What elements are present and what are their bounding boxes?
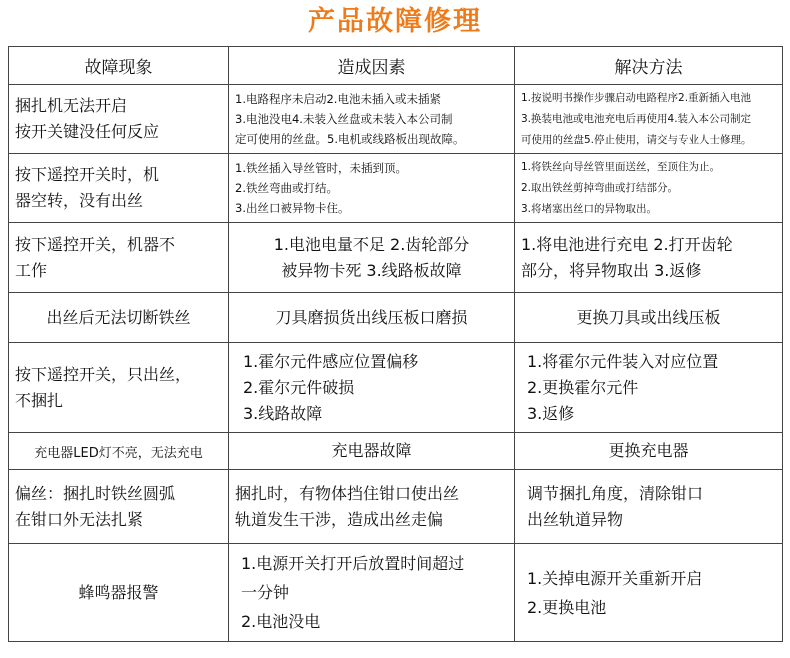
solution-line: 1.关掉电源开关重新开启 (527, 568, 703, 588)
solution-cell (515, 154, 783, 223)
solution-cell (515, 293, 783, 343)
solution-line: 更换刀具或出线压板 (576, 307, 721, 327)
cause-cell (229, 223, 515, 293)
solution-cell (515, 223, 783, 293)
cause-line: 1.电源开关打开后放置时间超过 (241, 554, 465, 573)
table-row (9, 293, 783, 343)
solution-line: 可使用的丝盘5.停止使用，请交与专业人士修理。 (521, 133, 752, 146)
cause-cell (229, 293, 515, 343)
header-cause: 造成因素 (229, 47, 515, 85)
cause-line: 刀具磨损货出线压板口磨损 (275, 307, 468, 327)
cause-line: 2.铁丝弯曲或打结。 (235, 181, 338, 195)
cause-line: 2.霍尔元件破损 (243, 377, 355, 397)
fault-repair-table (8, 46, 783, 642)
cause-line: 1.铁丝插入导丝管时，未插到顶。 (235, 161, 407, 175)
cause-line: 被异物卡死 3.线路板故障 (281, 260, 462, 280)
symptom-line: 不捆扎 (15, 390, 64, 410)
solution-cell (515, 85, 783, 154)
cause-cell (229, 544, 515, 642)
cause-line: 1.电池电量不足 2.齿轮部分 (273, 234, 470, 254)
symptom-cell (9, 85, 229, 154)
table-row (9, 154, 783, 223)
cause-line: 定可使用的丝盘。5.电机或线路板出现故障。 (235, 132, 465, 146)
cause-cell (229, 154, 515, 223)
symptom-line: 按开关键没任何反应 (15, 122, 160, 141)
cause-line: 充电器故障 (331, 441, 412, 460)
symptom-line: 捆扎机无法开启 (15, 96, 128, 115)
symptom-line: 器空转，没有出丝 (15, 191, 144, 210)
cause-line: 1.霍尔元件感应位置偏移 (243, 351, 419, 371)
solution-cell (515, 433, 783, 470)
symptom-cell (9, 470, 229, 544)
table-row (9, 85, 783, 154)
symptom-line: 蜂鸣器报警 (78, 582, 159, 602)
symptom-cell (9, 343, 229, 433)
cause-line: 3.出丝口被异物卡住。 (235, 201, 350, 215)
symptom-line: 按下遥控开关时，机 (15, 165, 160, 184)
solution-line: 3.将堵塞出丝口的异物取出。 (521, 202, 658, 215)
solution-line: 部分，将异物取出 3.返修 (521, 260, 702, 280)
cause-cell (229, 343, 515, 433)
solution-line: 1.将电池进行充电 2.打开齿轮 (521, 234, 733, 254)
cause-line: 1.电路程序未启动2.电池未插入或未插紧 (235, 92, 441, 106)
cause-line: 捆扎时，有物体挡住钳口使出丝 (235, 483, 460, 503)
symptom-line: 出丝后无法切断铁丝 (46, 307, 191, 327)
cause-line: 一分钟 (241, 583, 290, 602)
symptom-line: 偏丝：捆扎时铁丝圆弧 (15, 483, 176, 503)
solution-line: 2.更换霍尔元件 (527, 377, 639, 397)
solution-line: 3.返修 (527, 403, 575, 423)
symptom-cell (9, 223, 229, 293)
table-row (9, 470, 783, 544)
symptom-cell (9, 433, 229, 470)
symptom-cell (9, 544, 229, 642)
cause-line: 3.线路故障 (243, 403, 323, 423)
solution-line: 出丝轨道异物 (527, 509, 624, 529)
table-row (9, 544, 783, 642)
page-title: 产品故障修理 (308, 6, 482, 37)
symptom-line: 按下遥控开关，只出丝， (15, 364, 192, 384)
solution-line: 1.将霍尔元件装入对应位置 (527, 351, 719, 371)
symptom-line: 在钳口外无法扎紧 (15, 509, 144, 529)
table-header-row (9, 47, 783, 85)
solution-line: 更换充电器 (608, 441, 689, 460)
cause-line: 2.电池没电 (241, 612, 321, 631)
solution-cell (515, 470, 783, 544)
cause-cell (229, 433, 515, 470)
solution-line: 调节捆扎角度，清除钳口 (527, 483, 704, 503)
header-symptom: 故障现象 (9, 47, 229, 85)
solution-cell (515, 544, 783, 642)
header-solution: 解决方法 (515, 47, 783, 85)
solution-cell (515, 343, 783, 433)
table-row (9, 223, 783, 293)
symptom-line: 充电器LED灯不亮，无法充电 (34, 445, 203, 461)
cause-line: 3.电池没电4.未装入丝盘或未装入本公司制 (235, 112, 453, 126)
symptom-cell (9, 293, 229, 343)
cause-cell (229, 470, 515, 544)
cause-cell (229, 85, 515, 154)
cause-line: 轨道发生干涉，造成出丝走偏 (235, 509, 444, 529)
symptom-line: 按下遥控开关，机器不 (15, 234, 176, 254)
table-row (9, 343, 783, 433)
symptom-line: 工作 (15, 260, 48, 280)
table-row (9, 433, 783, 470)
solution-line: 1.将铁丝向导丝管里面送丝，至顶住为止。 (521, 160, 721, 173)
solution-line: 2.取出铁丝剪掉弯曲或打结部分。 (521, 181, 679, 194)
solution-line: 3.换装电池或电池充电后再使用4.装入本公司制定 (521, 112, 752, 125)
solution-line: 1.按说明书操作步骤启动电路程序2.重新插入电池 (521, 91, 752, 104)
symptom-cell (9, 154, 229, 223)
solution-line: 2.更换电池 (527, 597, 607, 617)
